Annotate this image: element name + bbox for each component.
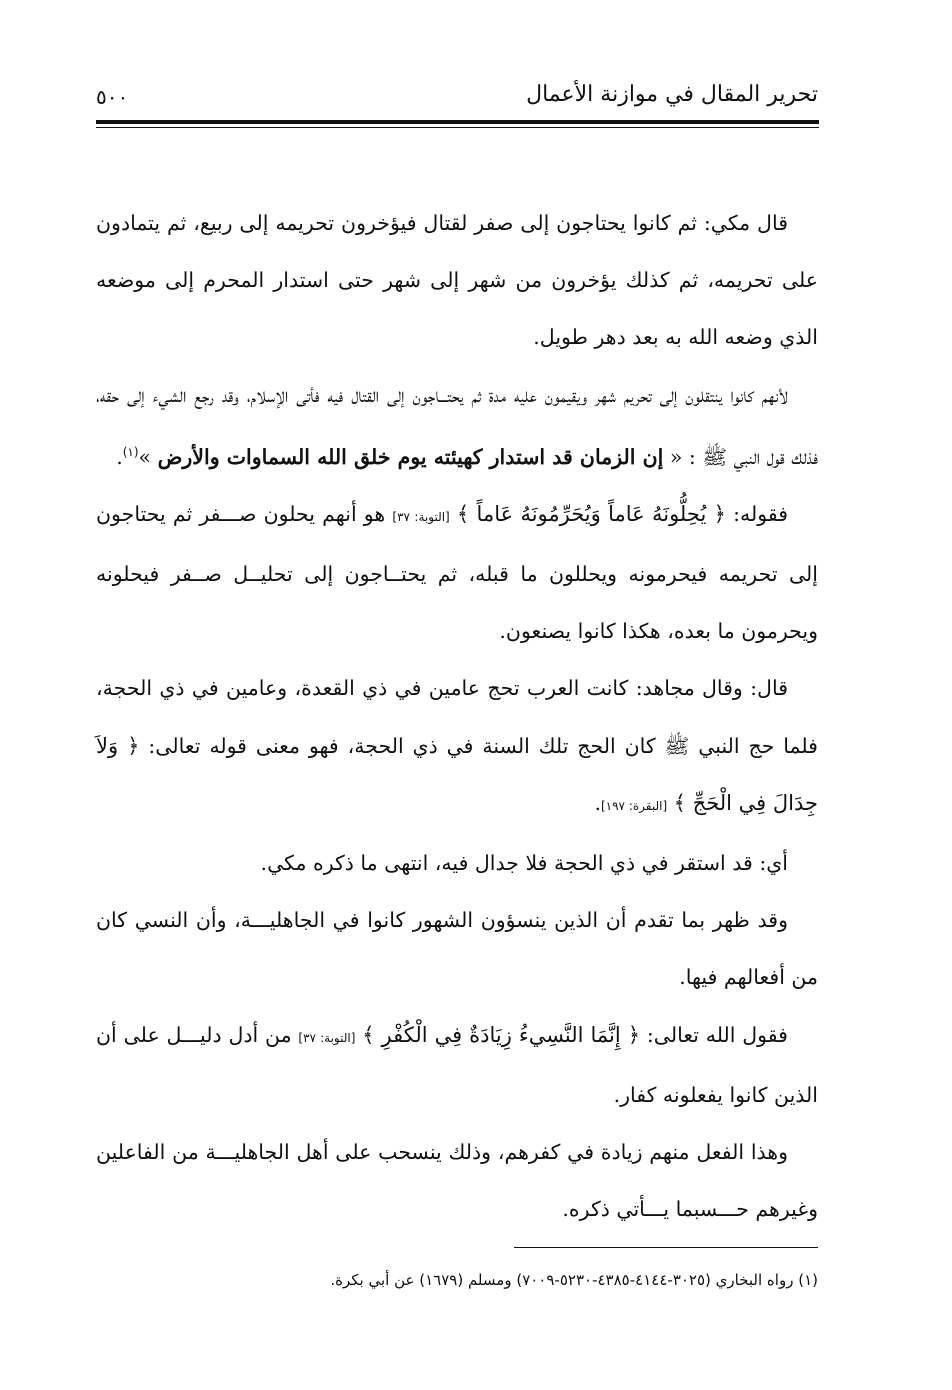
paragraph-hadith-intro: لأنهم كانوا ينتقلون إلى تحريم شهر ويقيمون عليه مدة ثم يحتـــاجون إلى القتال فيه فأتى الإسلام، وقد رجع الشيء إلى حقه، فذلك قول النبي ﷺ : « [96, 382, 818, 469]
verse-reference-tawbah: [التوبة: ٣٧] [392, 509, 450, 524]
paragraph-makki-quote: قال مكي: ثم كانوا يحتاجون إلى صفر لقتال فيؤخرون تحريمه إلى ربيع، ثم يتمادون على تحريمه، ثم كذلك يؤخرون من شهر إلى شهر حتى استدار المحرم إلى موضعه الذي وضعه الله به بعد دهر طويل. [96, 211, 818, 350]
paragraph-tawbah-start: فقوله: [733, 501, 788, 526]
page-number: ٥٠٠ [96, 85, 129, 109]
hadith-text: إن الزمان قد استدار كهيئته يوم خلق الله السماوات والأرض [157, 444, 664, 469]
paragraph-hadith-end: . [116, 444, 123, 469]
verse-reference-nasi: [التوبة: ٣٧] [298, 1030, 356, 1045]
quran-verse-nasi: ﴿ إِنَّمَا النَّسِيءُ زِيَادَةٌ فِي الْكُفْرِ ﴾ [362, 1022, 640, 1047]
paragraph-nasi-start: فقول الله تعالى: [646, 1022, 788, 1047]
quran-verse-baqarah: ﴿ وَلاَ جِدَالَ فِي الْحَجِّ ﴾ [96, 733, 818, 815]
footnote: (١) رواه البخاري (٣٠٢٥-٤١٤٤-٤٣٨٥-٥٢٣٠-٧٠٠٩) ومسلم (١٦٧٩) عن أبي بكرة. [330, 1271, 818, 1289]
paragraph-mujahid-end: . [594, 790, 601, 815]
paragraph-nasi-rest: من أدل دليـــل على أن الذين كانوا يفعلونه كفار. [96, 1022, 818, 1107]
paragraph-final: وهذا الفعل منهم زيادة في كفرهم، وذلك ينسحب على أهل الجاهليـــة من الفاعلين وغيرهم حـــسبما يـــأتي ذكره. [96, 1140, 818, 1222]
running-title: تحرير المقال في موازنة الأعمال [526, 82, 818, 107]
paragraph-conclusion-makki: أي: قد استقر في ذي الحجة فلا جدال فيه، انتهى ما ذكره مكي. [260, 851, 788, 876]
footnote-marker: (١) [122, 444, 139, 459]
hadith-close-quote: » [138, 444, 152, 469]
paragraph-tawbah-rest: هو أنهم يحلون صـــفر ثم يحتاجون إلى تحريمه فيحرمونه ويحللون ما قبله، ثم يحتــاجون إلى تحليــل صــفر فيحلونه ويحرمون ما بعده، هكذا كانوا يصنعون. [96, 501, 818, 644]
paragraph-mujahid-start: قال: وقال مجاهد: كانت العرب تحج عامين في ذي القعدة، وعامين في ذي الحجة، فلما حج النبي ﷺ كان الحج تلك السنة في ذي الحجة، فهو معنى قوله تعالى: [96, 676, 818, 758]
page-header [96, 74, 818, 122]
verse-reference-baqarah: [البقرة: ١٩٧] [600, 798, 668, 813]
paragraph-jahiliyyah: وقد ظهر بما تقدم أن الذين ينسؤون الشهور كانوا في الجاهليـــة، وأن النسي كان من أفعالهم فيها. [96, 908, 818, 990]
main-text [96, 195, 818, 1238]
paragraph-mujahid [96, 660, 818, 835]
quran-verse-tawbah: ﴿ يُحِلُّونَهُ عَاماً وَيُحَرِّمُونَهُ عَاماً ﴾ [456, 501, 726, 526]
header-rule-thick [96, 120, 819, 124]
paragraph-tawbah-explanation [96, 486, 818, 661]
footnote-separator [514, 1247, 818, 1248]
header-rule-thin [96, 127, 819, 128]
paragraph-hadith [96, 367, 818, 486]
paragraph-nasi-verse [96, 1007, 818, 1124]
